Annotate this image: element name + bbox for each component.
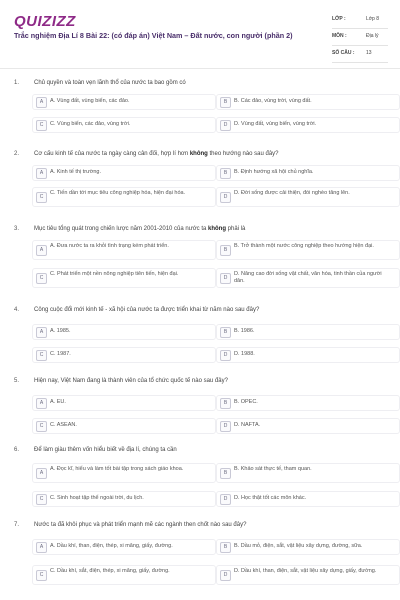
option-letter: B <box>220 468 231 479</box>
option-text: A. Dầu khí, than, điện, thép, xi măng, giấy, đường. <box>50 543 173 549</box>
option-letter: B <box>220 245 231 256</box>
option-letter: A <box>36 398 47 409</box>
option-letter: C <box>36 273 47 284</box>
question-text: Hiện nay, Việt Nam đang là thành viên của tổ chức quốc tế nào sau đây? <box>34 378 228 384</box>
worksheet-header <box>0 0 400 64</box>
option-letter: B <box>220 542 231 553</box>
option-text: B. Khảo sát thực tế, tham quan. <box>234 466 312 472</box>
option-text: B. Dầu mỏ, điện, sắt, vật liệu xây dựng, đường, sữa. <box>234 543 363 549</box>
option-letter: C <box>36 570 47 581</box>
option-text: C. Phát triển một nền nông nghiệp tiên tiến, hiện đại. <box>50 271 179 277</box>
option-letter: D <box>220 570 231 581</box>
meta-label: LỚP : <box>332 16 346 22</box>
option-text: C. Vùng biển, các đảo, vùng trời. <box>50 121 131 127</box>
option-text: A. EU. <box>50 399 66 405</box>
option-letter: C <box>36 350 47 361</box>
option-text: D. Nâng cao đời sống vật chất, văn hóa, tinh thần của người dân. <box>234 271 382 284</box>
question-text: Mục tiêu tổng quát trong chiến lược năm 2001-2010 của nước ta không phải là <box>34 226 246 232</box>
option-text: D. NAFTA. <box>234 422 261 428</box>
meta-label: MÔN : <box>332 33 347 39</box>
option-letter: D <box>220 192 231 203</box>
question-text: Cơ cấu kinh tế của nước ta ngày càng cân đối, hợp lí hơn không theo hướng nào sau đây? <box>34 151 279 157</box>
option-text: A. Kinh tế thị trường. <box>50 169 102 175</box>
meta-row-count <box>332 46 388 63</box>
meta-value: Lớp 8 <box>366 16 380 22</box>
option-text: B. Các đảo, vùng trời, vùng đất. <box>234 98 312 104</box>
meta-value: 13 <box>366 50 372 56</box>
question-number: 1. <box>14 80 20 86</box>
option-text: A. 1985. <box>50 328 71 334</box>
question-number: 7. <box>14 522 20 528</box>
option-letter: D <box>220 494 231 505</box>
meta-value: Địa lý <box>366 33 379 39</box>
option-letter: D <box>220 273 231 284</box>
option-text: C. Dầu khí, sắt, điện, thép, xi măng, giấy, đường. <box>50 568 170 574</box>
option-text: B. Trở thành một nước công nghiệp theo hướng hiện đại. <box>234 243 374 249</box>
question-number: 4. <box>14 307 20 313</box>
option-letter: A <box>36 542 47 553</box>
option-letter: D <box>220 350 231 361</box>
question-text: Công cuộc đổi mới kinh tế - xã hội của nước ta được triển khai từ năm nào sau đây? <box>34 307 260 313</box>
option-text: A. Đọc kĩ, hiểu và làm tốt bài tập trong sách giáo khoa. <box>50 466 184 472</box>
option-text: C. Sinh hoạt tập thể ngoài trời, du lịch. <box>50 495 144 501</box>
option-text: C. Tiến dần tới mục tiêu công nghiệp hóa, hiện đại hóa. <box>50 190 186 196</box>
option-letter: A <box>36 97 47 108</box>
option-letter: B <box>220 97 231 108</box>
option-letter: B <box>220 168 231 179</box>
option-text: D. Vùng đất, vùng biển, vùng trời. <box>234 121 317 127</box>
option-text: D. Đời sống được cải thiện, đói nghèo tăng lên. <box>234 190 350 196</box>
header-divider <box>0 68 400 69</box>
option-text: A. Vùng đất, vùng biển, các đảo. <box>50 98 130 104</box>
option-text: D. Dầu khí, than, điện, sắt, vật liệu xây dựng, giấy, đường. <box>234 568 377 574</box>
question-number: 3. <box>14 226 20 232</box>
option-letter: C <box>36 421 47 432</box>
option-text: D. Học thật tốt các môn khác. <box>234 495 307 501</box>
option-text: C. 1987. <box>50 351 71 357</box>
option-text: D. 1988. <box>234 351 255 357</box>
option-letter: D <box>220 421 231 432</box>
option-letter: C <box>36 120 47 131</box>
meta-row-class <box>332 12 388 29</box>
quizizz-logo: QUIZIZZ <box>14 13 76 30</box>
meta-box <box>332 12 388 63</box>
question-number: 5. <box>14 378 20 384</box>
option-text: B. OPEC. <box>234 399 258 405</box>
option-text: C. ASEAN. <box>50 422 77 428</box>
question-text: Nước ta đã khôi phục và phát triển mạnh mẽ các ngành then chốt nào sau đây? <box>34 522 247 528</box>
question-text: Để làm giàu thêm vốn hiểu biết về địa lí, chúng ta cần <box>34 447 177 453</box>
question-number: 2. <box>14 151 20 157</box>
option-letter: B <box>220 327 231 338</box>
option-text: A. Đưa nước ta ra khỏi tình trạng kém phát triển. <box>50 243 169 249</box>
option-letter: A <box>36 327 47 338</box>
option-text: B. 1986. <box>234 328 255 334</box>
meta-label: SỐ CÂU : <box>332 50 355 56</box>
option-letter: A <box>36 468 47 479</box>
option-text: B. Định hướng xã hội chủ nghĩa. <box>234 169 314 175</box>
option-letter: C <box>36 192 47 203</box>
option-letter: A <box>36 245 47 256</box>
option-letter: A <box>36 168 47 179</box>
option-letter: C <box>36 494 47 505</box>
meta-row-subject <box>332 29 388 46</box>
question-number: 6. <box>14 447 20 453</box>
worksheet-title: Trắc nghiệm Địa Lí 8 Bài 22: (có đáp án) Việt Nam – Đất nước, con người (phần 2) <box>14 31 293 40</box>
question-text: Chủ quyền và toàn vẹn lãnh thổ của nước ta bao gồm có <box>34 80 186 86</box>
option-letter: B <box>220 398 231 409</box>
option-letter: D <box>220 120 231 131</box>
